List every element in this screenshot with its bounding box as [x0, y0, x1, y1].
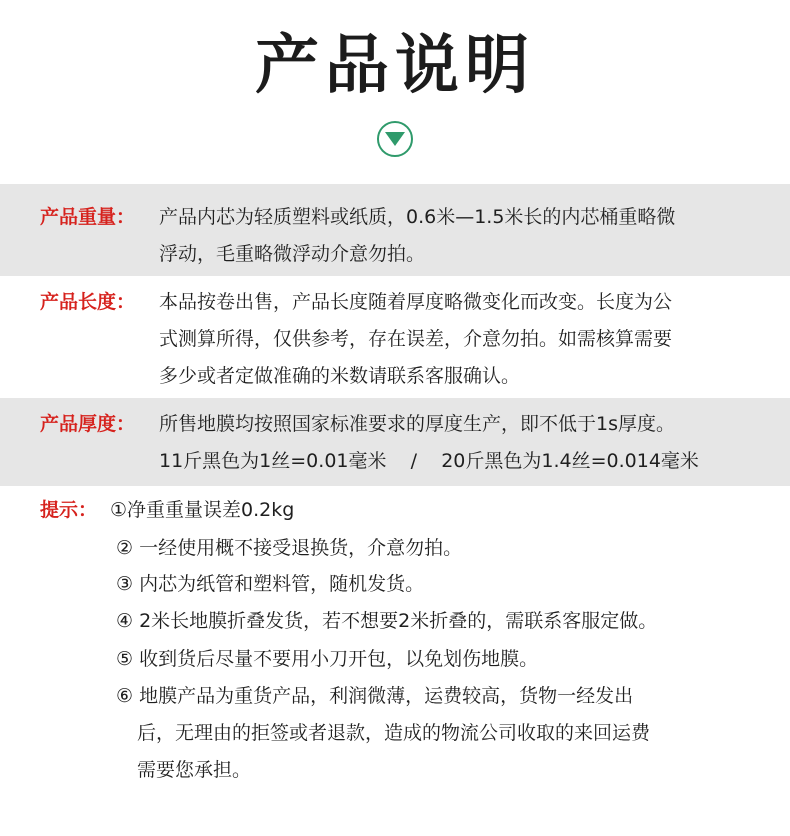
- weight-label: 产品重量：: [40, 206, 136, 228]
- length-line: 式测算所得，仅供参考，存在误差，介意勿拍。如需核算需要: [159, 328, 673, 350]
- weight-line: 浮动，毛重略微浮动介意勿拍。: [159, 243, 426, 265]
- triangle-down-icon: [379, 123, 411, 155]
- length-line: 本品按卷出售，产品长度随着厚度略微变化而改变。长度为公: [159, 291, 673, 313]
- tips-item: ③ 内芯为纸管和塑料管，随机发货。: [116, 573, 425, 595]
- thickness-label: 产品厚度：: [40, 413, 136, 435]
- page-title: 产品说明: [255, 29, 535, 103]
- tips-item: ⑥ 地膜产品为重货产品，利润微薄，运费较高，货物一经发出: [116, 685, 634, 707]
- thickness-line: 所售地膜均按照国家标准要求的厚度生产，即不低于1s厚度。: [159, 413, 675, 435]
- tips-item: ④ 2米长地膜折叠发货，若不想要2米折叠的，需联系客服定做。: [116, 610, 658, 632]
- length-label: 产品长度：: [40, 291, 136, 313]
- tips-label: 提示：: [40, 499, 98, 521]
- thickness-line: 11斤黑色为1丝=0.01毫米 / 20斤黑色为1.4丝=0.014毫米: [159, 450, 699, 472]
- tips-item: ② 一经使用概不接受退换货，介意勿拍。: [116, 537, 463, 559]
- tips-item: ①净重重量误差0.2kg: [110, 499, 295, 521]
- tips-item: 需要您承担。: [137, 759, 252, 781]
- length-line: 多少或者定做准确的米数请联系客服确认。: [159, 365, 521, 387]
- tips-item: 后，无理由的拒签或者退款，造成的物流公司收取的来回运费: [137, 722, 651, 744]
- tips-item: ⑤ 收到货后尽量不要用小刀开包，以免划伤地膜。: [116, 648, 539, 670]
- chevron-down-icon: [377, 121, 413, 157]
- weight-line: 产品内芯为轻质塑料或纸质，0.6米—1.5米长的内芯桶重略微: [159, 206, 676, 228]
